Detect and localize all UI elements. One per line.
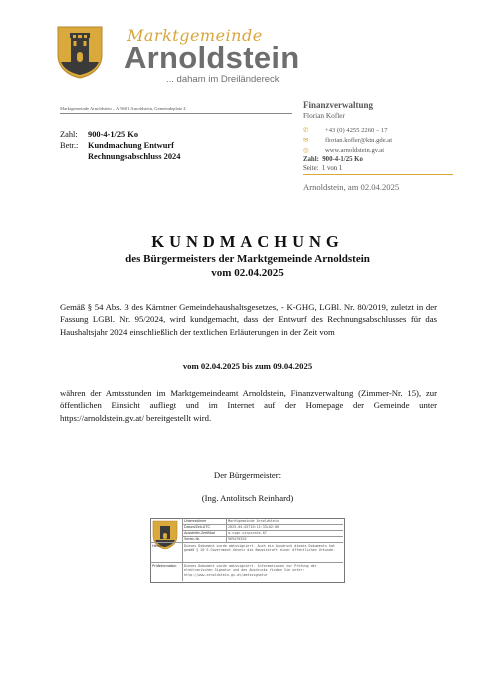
mail-icon: ✉: [303, 137, 309, 144]
info-zahl: [303, 156, 363, 163]
stamp-value: 969470320: [228, 537, 247, 541]
stamp-value: 2025-04-02T10:11:33+02:00: [228, 525, 280, 529]
info-seite-label: Seite:: [303, 165, 319, 172]
sender-address-line: Marktgemeinde Arnoldstein – A 9601 Arnoldstein, Gemeindeplatz 4: [60, 106, 186, 111]
signature-role: Der Bürgermeister:: [213, 470, 282, 480]
document-subtitle: des Bürgermeisters der Marktgemeinde Arnoldstein: [125, 253, 370, 265]
contact-person: Florian Kofler: [303, 111, 345, 120]
web-address[interactable]: www.arnoldstein.gv.at: [325, 147, 385, 154]
ref-betreff-label: Betr.:: [60, 141, 79, 150]
stamp-label: Serien-Nr.: [184, 537, 201, 541]
stamp-row-line: [150, 562, 343, 563]
ref-betreff: [60, 141, 174, 150]
brand-tagline: ... daham im Dreiländereck: [166, 74, 280, 85]
phone-icon: ✆: [303, 127, 309, 134]
ref-zahl: [60, 130, 138, 139]
stamp-pruef-text: Dieses Dokument wurde amtssigniert. Informationen zur Prüfung der elektronischen Signatur und des Ausdrucks finden Sie unter: http://www.arnoldstein.gv.at/amtssignatur: [184, 564, 317, 577]
body-period: vom 02.04.2025 bis zum 09.04.2025: [182, 361, 313, 371]
document-title: KUNDMACHUNG: [151, 232, 344, 251]
brand-marktgemeinde: Marktgemeinde: [127, 26, 263, 45]
ref-betreff-line2: Rechnungsabschluss 2024: [88, 152, 181, 161]
municipality-crest-logo: [56, 25, 104, 79]
stamp-value: Marktgemeinde Arnoldstein: [228, 519, 280, 523]
document-date: Arnoldstein, am 02.04.2025: [303, 182, 400, 192]
body-paragraph-1: Gemäß § 54 Abs. 3 des Kärntner Gemeindehaushaltsgesetzes, - K-GHG, LGBl. Nr. 80/2019, zuletzt in der Fassung LGBl. Nr. 95/2024, wird kundgemacht, dass der Entwurf des Rechnungsabschlusses für das Haushaltsjahr 2024 einschließlich der textlichen Erläuterungen in der Zeit vom: [60, 302, 437, 337]
signature-name: (Ing. Antolitsch Reinhard): [201, 493, 294, 503]
phone-number: +43 (0) 4255 2260 – 17: [325, 127, 388, 134]
department-title: Finanzverwaltung: [303, 100, 374, 110]
stamp-label: Datum/Zeit-UTC: [184, 525, 211, 529]
stamp-row-line: [150, 542, 343, 543]
ref-zahl-label: Zahl:: [60, 130, 78, 139]
body-paragraph-2: währen der Amtsstunden im Marktgemeindeamt Arnoldstein, Finanzverwaltung (Zimmer-Nr. 15), zur öffentlichen Einsicht aufliegt und im Internet auf der Homepage der Gemeinde unter https://arnoldstein.gv.at/ bereitgestellt wird.: [60, 388, 437, 423]
ref-betreff-line1: Kundmachung Entwurf: [88, 141, 174, 150]
info-seite-value: 1 von 1: [321, 165, 343, 172]
email-address[interactable]: florian.kofler@ktn.gde.at: [325, 137, 393, 144]
phone-row: [303, 126, 388, 135]
globe-icon: ◎: [303, 147, 309, 154]
web-row: [303, 146, 384, 155]
ref-betreff-cont: [88, 152, 180, 161]
stamp-pruef-label: Prüfinformation: [152, 564, 177, 568]
sender-divider: [60, 113, 292, 114]
info-zahl-label: Zahl:: [303, 156, 319, 163]
info-seite: [303, 165, 342, 172]
document-subtitle-date: vom 02.04.2025: [211, 267, 284, 279]
stamp-hinweis-label: Hinweis: [152, 544, 165, 548]
ref-zahl-value: 900-4-1/25 Ko: [88, 130, 139, 139]
info-zahl-value: 900-4-1/25 Ko: [322, 156, 363, 163]
stamp-label: Aussteller-Zertifikat: [184, 531, 215, 535]
stamp-row-line: [182, 536, 343, 537]
info-divider: [303, 174, 453, 175]
stamp-hinweis-text: Dieses Dokument wurde amtssigniert. Auch ein Ausdruck dieses Dokuments hat gemäß § 20 E-Government-Gesetz die Beweiskraft einer öffentlichen Urkunde.: [184, 544, 336, 553]
brand-arnoldstein: Arnoldstein: [124, 40, 300, 75]
stamp-label: Unterzeichner: [184, 519, 207, 523]
email-row: [303, 136, 392, 145]
stamp-value: a-sign-corporate-07: [228, 531, 267, 535]
